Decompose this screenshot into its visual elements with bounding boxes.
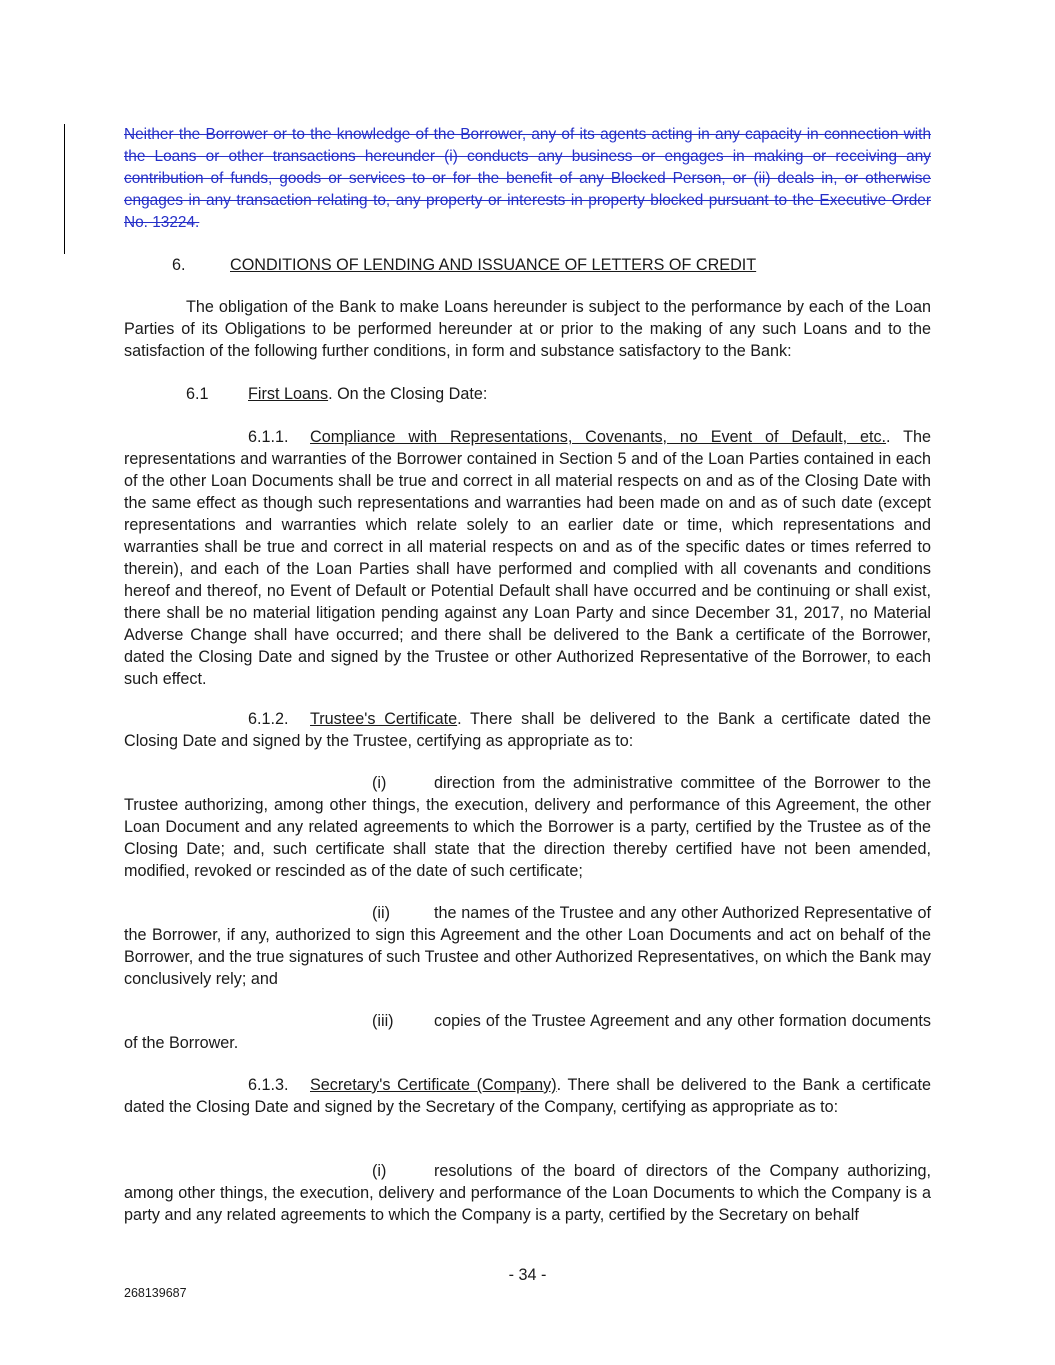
item-text: the names of the Trustee and any other Authorized Representative of the Borrower, if any, authorized to sign this Agreement and the other Loan Documents and act on behalf of the Borrower, and the true signatures of such Trustee and other Authorized Representatives, on which the Bank may conclusively rely; and [124, 904, 931, 988]
item-label: (iii) [372, 1012, 394, 1030]
list-item [124, 772, 931, 882]
subsection-text: . On the Closing Date: [328, 385, 488, 403]
clause-6-1-3 [124, 1074, 931, 1118]
section-intro: The obligation of the Bank to make Loans hereunder is subject to the performance by each of the Loan Parties of its Obligations to be performed hereunder at or prior to the making of any such Loans and to the satisfaction of the following further conditions, in form and substance satisfactory to the Bank: [124, 298, 931, 360]
item-label: (i) [372, 1162, 387, 1180]
section-title: CONDITIONS OF LENDING AND ISSUANCE OF LETTERS OF CREDIT [230, 256, 757, 274]
item-label: (i) [372, 774, 387, 792]
clause-6-1-2 [124, 708, 931, 752]
clause-title: Secretary's Certificate (Company) [310, 1076, 557, 1094]
section-number: 6. [172, 256, 186, 274]
clause-text: . There shall be delivered to the Bank a certificate dated the Closing Date and signed by the Secretary of the Company, certifying as appropriate as to: [124, 1076, 931, 1116]
clause-6-1-1 [124, 426, 931, 690]
subsection-6-1 [186, 383, 931, 405]
list-item [124, 902, 931, 990]
clause-text: . The representations and warranties of the Borrower contained in Section 5 and of the Loan Parties contained in each of the other Loan Documents shall be true and correct in all material respects on and as of the Closing Date with the same effect as though such representations and warranties had been made on and as of such date (except representations and warranties which relate solely to an earlier date or time, which representations and warranties shall be true and correct in all material respects on and as of the specific dates or times referred to therein), and each of the Loan Parties shall have performed and complied with all covenants and conditions hereof and thereof, no Event of Default or Potential Default shall have occurred and be continuing or shall exist, there shall be no material litigation pending against any Loan Party and since December 31, 2017, no Material Adverse Change shall have occurred; and there shall be delivered to the Bank a certificate of the Borrower, dated the Closing Date and signed by the Trustee or other Authorized Representative of the Borrower, to each such effect. [124, 428, 931, 688]
subsection-title: First Loans [248, 385, 329, 403]
clause-number: 6.1.2. [248, 710, 289, 728]
item-label: (ii) [372, 904, 390, 922]
clause-text: . There shall be delivered to the Bank a certificate dated the Closing Date and signed by the Trustee, certifying as appropriate as to: [124, 710, 932, 750]
clause-title: Compliance with Representations, Covenants, no Event of Default, etc. [310, 428, 887, 446]
change-bar [64, 124, 65, 254]
item-text: resolutions of the board of directors of the Company authorizing, among other things, the execution, delivery and performance of the Loan Documents to which the Company is a party and any related agreements to which the Company is a party, certified by the Secretary on behalf [124, 1162, 931, 1224]
list-item [124, 1010, 931, 1054]
document-id: 268139687 [124, 1286, 187, 1300]
clause-number: 6.1.1. [248, 428, 289, 446]
deleted-paragraph: Neither the Borrower or to the knowledge of the Borrower, any of its agents acting in any capacity in connection with the Loans or other transactions hereunder (i) conducts any business or engages in making or receiving any contribution of funds, goods or services to or for the benefit of any Blocked Person, or (ii) deals in, or otherwise engages in any transaction relating to, any property or interests in property blocked pursuant to the Executive Order No. 13224. [124, 126, 931, 231]
item-text: copies of the Trustee Agreement and any other formation documents of the Borrower. [124, 1012, 931, 1052]
clause-title: Trustee's Certificate [310, 710, 458, 728]
clause-number: 6.1.3. [248, 1076, 289, 1094]
item-text: direction from the administrative committee of the Borrower to the Trustee authorizing, among other things, the execution, delivery and performance of this Agreement, the other Loan Document and any related agreements to which the Borrower is a party, certified by the Trustee as of the Closing Date; and, such certificate shall state that the direction thereby certified have not been amended, modified, revoked or rescinded as of the date of such certificate; [124, 774, 931, 880]
page-number: - 34 - [508, 1266, 547, 1284]
list-item [124, 1160, 931, 1226]
subsection-number: 6.1 [186, 385, 209, 403]
